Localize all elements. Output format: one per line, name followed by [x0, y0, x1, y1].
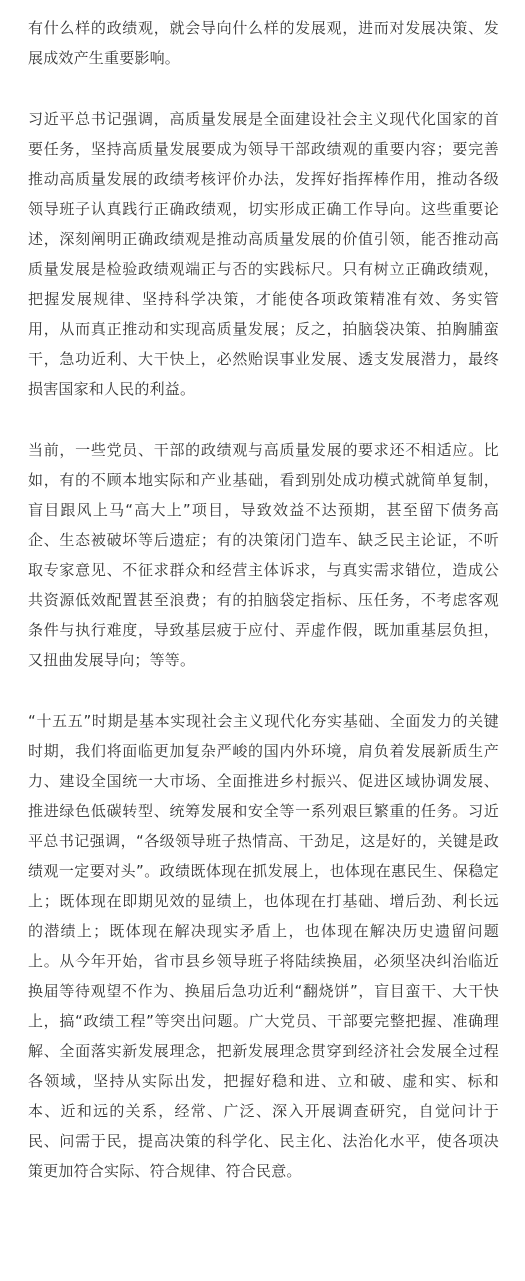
paragraph-spacer — [28, 675, 499, 706]
paragraph-current-problems: 当前，一些党员、干部的政绩观与高质量发展的要求还不相适应。比如，有的不顾本地实际和产业基础，看到别处成功模式就简单复制，盲目跟风上马“高大上”项目，导致效益不达预期，甚至留下债务高企、生态被破坏等后遗症；有的决策闭门造车、缺乏民主论证，不听取专家意见、不征求群众和经营主体诉求，与真实需求错位，造成公共资源低效配置甚至浪费；有的拍脑袋定指标、压任务，不考虑客观条件与执行难度，导致基层疲于应付、弄虚作假，既加重基层负担，又扭曲发展导向；等等。 — [28, 441, 499, 669]
paragraph-spacer — [28, 73, 499, 104]
paragraph-spacer — [28, 404, 499, 435]
paragraph-intro: 有什么样的政绩观，就会导向什么样的发展观，进而对发展决策、发展成效产生重要影响。 — [28, 19, 499, 67]
paragraph-xi-emphasis: 习近平总书记强调，高质量发展是全面建设社会主义现代化国家的首要任务，坚持高质量发展要成为领导干部政绩观的重要内容；要完善推动高质量发展的政绩考核评价办法，发挥好指挥棒作用，推动各级领导班子认真践行正确政绩观，切实形成正确工作导向。这些重要论述，深刻阐明正确政绩观是推动高质量发展的价值引领，能否推动高质量发展是检验政绩观端正与否的实践标尺。只有树立正确政绩观，把握发展规律、坚持科学决策，才能使各项政策精准有效、务实管用，从而真正推动和实现高质量发展；反之，拍脑袋决策、拍胸脯蛮干，急功近利、大干快上，必然贻误事业发展、透支发展潜力，最终损害国家和人民的利益。 — [28, 110, 499, 398]
paragraph-15th-five-year: “十五五”时期是基本实现社会主义现代化夯实基础、全面发力的关键时期，我们将面临更加复杂严峻的国内外环境，肩负着发展新质生产力、建设全国统一大市场、全面推进乡村振兴、促进区域协调发展、推进绿色低碳转型、统筹发展和安全等一系列艰巨繁重的任务。习近平总书记强调，“各级领导班子热情高、干劲足，这是好的，关键是政绩观一定要对头”。政绩既体现在抓发展上，也体现在惠民生、保稳定上；既体现在即期见效的显绩上，也体现在打基础、增后劲、利长远的潜绩上；既体现在解决现实矛盾上，也体现在解决历史遗留问题上。从今年开始，省市县乡领导班子将陆续换届，必须坚决纠治临近换届等待观望不作为、换届后急功近利“翻烧饼”，盲目蛮干、大干快上，搞“政绩工程”等突出问题。广大党员、干部要完整把握、准确理解、全面落实新发展理念，把新发展理念贯穿到经济社会发展全过程各领域，坚持从实际出发，把握好稳和进、立和破、虚和实、标和本、近和远的关系，经常、广泛、深入开展调查研究，自觉问计于民、问需于民，提高决策的科学化、民主化、法治化水平，使各项决策更加符合实际、符合规律、符合民意。 — [28, 712, 499, 1180]
